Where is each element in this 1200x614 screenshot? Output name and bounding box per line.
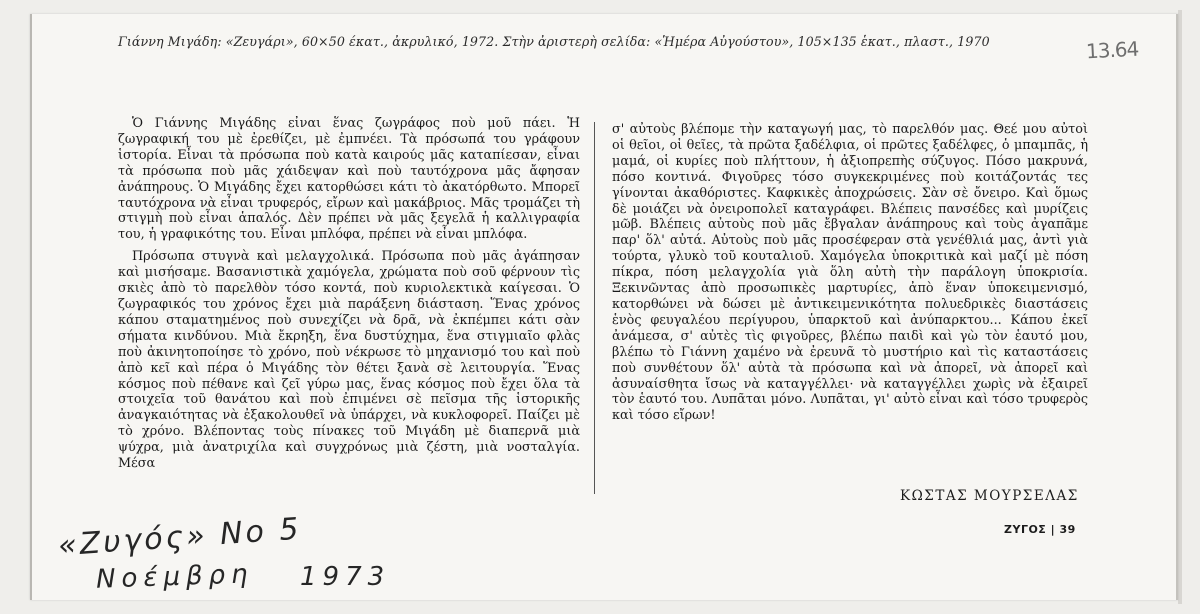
column-divider — [594, 122, 595, 494]
left-paragraph-2: Πρόσωπα στυγνὰ καὶ μελαγχολικά. Πρόσωπα ποὺ μᾶς ἀγάπησαν καὶ μισήσαμε. Βασανιστικὰ χαμόγελα, χρώματα ποὺ σοῦ φέρνουν τὶς σκιὲς ἀπὸ τὸ παρελθὸν τόσο κοντά, ποὺ κυριολεκτικὰ καίγεσαι. Ὁ ζωγραφικός του χρόνος ἔχει μιὰ παράξενη διάσταση. Ἕνας χρόνος κάπου σταματημένος ποὺ συνεχίζει νὰ δρᾶ, νὰ ἐκπέμπει κάτι σὰν σήματα κινδύνου. Μιὰ ἔκρηξη, ἕνα δυστύχημα, ἕνα στιγμιαῖο φλὰς ποὺ ἀκινητοποίησε τὸ χρόνο, ποὺ νέκρωσε τὸ μηχανισμό του καὶ ποὺ ἀπὸ κεῖ καὶ πέρα ὁ Μιγάδης τὸν θέτει ξανὰ σὲ λειτουργία. Ἕνας κόσμος ποὺ πέθανε καὶ ζεῖ γύρω μας, ἕνας κόσμος ποὺ ἔχει ὅλα τὰ στοιχεῖα τοῦ θανάτου καὶ ποὺ ἐπιμένει σὲ πεῖσμα τῆς ἱστορικῆς ἀναγκαιότητας νὰ ἐξακολουθεῖ νὰ ὑπάρχει, νὰ κυκλοφορεῖ. Παίζει μὲ τὸ χρόνο. Βλέποντας τοὺς πίνακες τοῦ Μιγάδη μὲ διαπερνᾶ μιὰ ψύχρα, μιὰ ἀνατριχίλα καὶ συγχρόνως μιὰ ζέστη, μιὰ νοσταλγία. Μέσα — [118, 249, 580, 472]
page-footer: ΖΥΓΟΣ | 39 — [1004, 523, 1076, 536]
article-author: ΚΩΣΤΑΣ ΜΟΥΡΣΕΛΑΣ — [900, 488, 1079, 504]
article-right-column — [612, 122, 1088, 472]
right-paragraph-1: σ' αὐτοὺς βλέπομε τὴν καταγωγή μας, τὸ παρελθόν μας. Θεέ μου αὐτοὶ οἱ θεῖοι, οἱ θεῖες, τὰ πρῶτα ξαδέλφια, οἱ πρῶτες ξαδέλφες, ὁ μπαμπᾶς, ἡ μαμά, οἱ κυρίες ποὺ πλήττουν, ἡ ἀξιοπρεπὴς σύζυγος. Πόσο μακρυνά, πόσο κοντινά. Φιγοῦρες τόσο συγκεκριμένες ποὺ κοιτάζοντάς τες γίνονται ἀκαθόριστες. Καφκικὲς ἀποχρώσεις. Σὰν σὲ ὄνειρο. Καὶ ὅμως δὲ μοιάζει νὰ ὀνειροπολεῖ καταγράφει. Βλέπεις πανσέδες καὶ μυρίζεις μῶβ. Βλέπεις αὐτοὺς ποὺ μᾶς ἔβγαλαν ἀνάπηρους καὶ τοὺς ἀγαπᾶμε παρ' ὅλ' αὐτά. Αὐτοὺς ποὺ μᾶς προσέφεραν στὰ γενέθλιά μας, ἀντὶ γιὰ τούρτα, γλυκὸ τοῦ κουταλιοῦ. Χαμόγελα ὑποκριτικὰ καὶ μαζί μὲ πόση πίκρα, πόση μελαγχολία γιὰ ὅλη αὐτὴ τὴν παράλογη ὑποκρισία. Ξεκινῶντας ἀπὸ προσωπικὲς μαρτυρίες, ἀπὸ ἕναν ὑποκειμενισμό, κατορθώνει νὰ δώσει μὲ ἀντικειμενικότητα πολυεδρικὲς διαστάσεις ἑνὸς φευγαλέου περίγυρου, ὑπαρκτοῦ καὶ ἀνύπαρκτου... Κάπου ἐκεῖ ἀνάμεσα, σ' αὐτὲς τὶς φιγοῦρες, βλέπω παιδὶ καὶ γὼ τὸν ἑαυτό μου, βλέπω τὸ Γιάννη χαμένο νὰ ἐρευνᾶ τὸ μυστήριο καὶ τὶς καταστάσεις ποὺ συνθέτουν ὅλ' αὐτὰ τὰ πρόσωπα καὶ νὰ ἀπορεῖ, νὰ ἀπορεῖ καὶ ἀσυναίσθητα ἴσως νὰ καταγγέλλει· νὰ καταγγέλλει χωρὶς νὰ ἐξαιρεῖ τὸν ἑαυτό του. Λυπᾶται μόνο. Λυπᾶται, γι' αὐτὸ εἶναι καὶ τόσο τρυφερὸς καὶ τόσο εἴρων! — [612, 122, 1088, 424]
handwritten-year: 1973 — [300, 562, 391, 592]
paper-edge-shadow — [1178, 10, 1182, 604]
handwritten-source-note: «Ζυγός» Νο 5 — [57, 511, 303, 564]
left-paragraph-1: Ὁ Γιάννης Μιγάδης εἶναι ἕνας ζωγράφος ποὺ μοῦ πάει. Ἡ ζωγραφική του μὲ ἐρεθίζει, μὲ ἐμπνέει. Τὰ πρόσωπά του γράφουν ἱστορία. Εἶναι τὰ πρόσωπα ποὺ κατὰ καιρούς μᾶς καταπίεσαν, εἶναι τὰ πρόσωπα ποὺ μᾶς χάιδεψαν καὶ ποὺ ταυτόχρονα μᾶς ἄφησαν ἀνάπηρους. Ὁ Μιγάδης ἔχει κατορθώσει κάτι τὸ ἀκατόρθωτο. Μπορεῖ ταυτόχρονα νὰ εἶναι τρυφερός, εἴρων καὶ μακάβριος. Μᾶς τρομάζει τὴ στιγμὴ ποὺ εἶναι ἁπαλός. Δὲν πρέπει νὰ μᾶς ξεγελᾶ ἡ καλλιγραφία του, ἡ γραφικότης του. Εἶναι μπλόφα, πρέπει νὰ εἶναι μπλόφα. — [118, 116, 580, 243]
article-left-column — [118, 116, 580, 496]
handwritten-month: Νοέμβρη — [95, 559, 255, 595]
image-caption: Γιάννη Μιγάδη: «Ζευγάρι», 60×50 έκατ., ἀκρυλικό, 1972. Στὴν ἀριστερὴ σελίδα: «Ἡμέρα Αὐγούστου», 105×135 ἑκατ., πλαστ., 1970 — [118, 34, 990, 49]
pencil-annotation: 13.64 — [1085, 36, 1139, 64]
